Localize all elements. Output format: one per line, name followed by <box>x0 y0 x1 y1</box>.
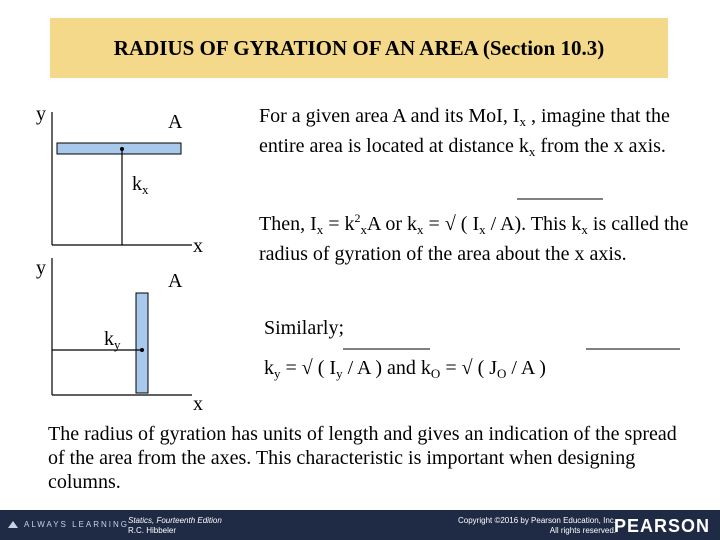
definition-paragraph: For a given area A and its MoI, $I_x$ , imagine that the entire area is located at distance $k_x$ from the x axis. <box>259 105 670 159</box>
book-author: R.C. Hibbeler <box>128 526 177 535</box>
diagram1-kx-label: $k_x$ <box>132 173 149 197</box>
diagram2-area-strip <box>136 293 148 393</box>
rights-line: All rights reserved. <box>549 526 616 535</box>
diagram2-ky-dot <box>140 348 144 352</box>
always-learning-label: ALWAYS LEARNING <box>8 520 129 530</box>
pearson-arrow-icon <box>8 521 18 528</box>
footer-bar <box>0 510 720 540</box>
book-title: Statics, Fourteenth Edition <box>128 516 222 525</box>
diagram1-kx-dot <box>120 147 124 151</box>
ky-formula: $k_y$ = √ ( $I_y$ / A ) and $k_O$ = √ ( $J_O$ / A ) <box>264 357 546 381</box>
diagram2-y-label: y <box>36 257 46 279</box>
diagram2-ky-label: $k_y$ <box>104 328 121 352</box>
radius-of-gyration-paragraph: Then, $I_x = k^2_xA$ or $k_x$ = √ ( $I_x / A$). This $k_x$ is called the radius of gyration of the area about the x axis. <box>259 211 689 265</box>
copyright-line: Copyright ©2016 by Pearson Education, Inc. <box>458 516 616 525</box>
similarly-text: Similarly; <box>264 317 344 339</box>
summary-paragraph: The radius of gyration has units of length and gives an indication of the spread of the area from the axes. This characteristic is important when designing columns. <box>48 423 677 493</box>
pearson-logo: PEARSON <box>613 516 710 536</box>
diagram2-x-label: x <box>193 393 203 415</box>
diagram1-y-label: y <box>36 103 46 125</box>
diagram1-x-label: x <box>193 235 203 257</box>
diagram2-area-label: A <box>168 270 183 292</box>
diagram1-area-strip <box>57 143 181 154</box>
diagram1-area-label: A <box>168 111 183 133</box>
page-title: RADIUS OF GYRATION OF AN AREA (Section 10.3) <box>113 35 605 60</box>
